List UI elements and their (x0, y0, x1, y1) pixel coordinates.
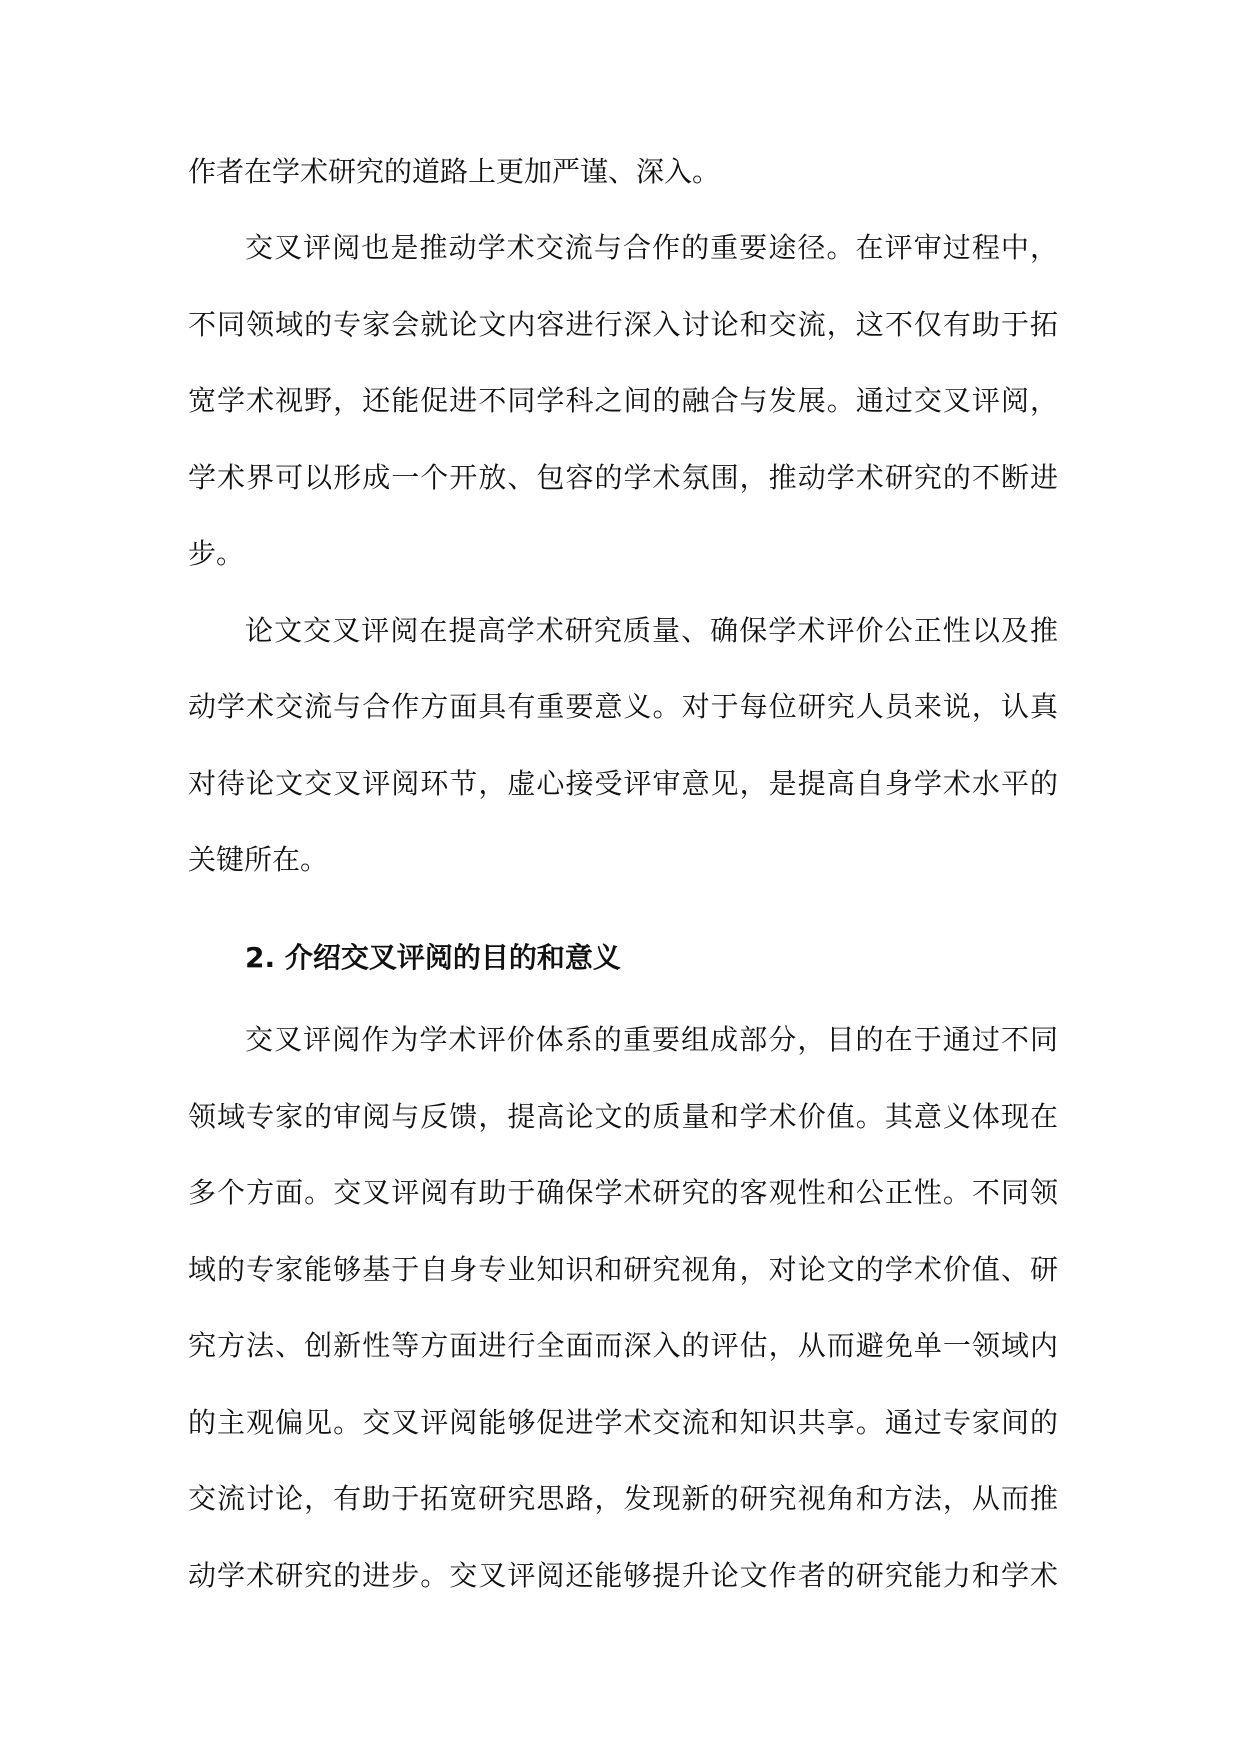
paragraph-line: 动学术研究的进步。交叉评阅还能够提升论文作者的研究能力和学术 (188, 1559, 1058, 1592)
paragraph-line: 对待论文交叉评阅环节，虚心接受评审意见，是提高自身学术水平的 (188, 767, 1058, 800)
paragraph-line: 作者在学术研究的道路上更加严谨、深入。 (188, 155, 721, 188)
paragraph-line: 不同领域的专家会就论文内容进行深入讨论和交流，这不仅有助于拓 (188, 308, 1058, 341)
paragraph-line: 多个方面。交叉评阅有助于确保学术研究的客观性和公正性。不同领 (188, 1176, 1058, 1209)
paragraph-line: 领域专家的审阅与反馈，提高论文的质量和学术价值。其意义体现在 (188, 1100, 1058, 1133)
paragraph-line: 交叉评阅作为学术评价体系的重要组成部分，目的在于通过不同 (245, 1023, 1058, 1056)
paragraph-line: 的主观偏见。交叉评阅能够促进学术交流和知识共享。通过专家间的 (188, 1406, 1058, 1439)
paragraph-line: 动学术交流与合作方面具有重要意义。对于每位研究人员来说，认真 (188, 690, 1058, 723)
paragraph-line: 究方法、创新性等方面进行全面而深入的评估，从而避免单一领域内 (188, 1329, 1058, 1362)
paragraph-line: 宽学术视野，还能促进不同学科之间的融合与发展。通过交叉评阅， (188, 384, 1058, 417)
paragraph-line: 交流讨论，有助于拓宽研究思路，发现新的研究视角和方法，从而推 (188, 1482, 1058, 1515)
section-heading: 2. 介绍交叉评阅的目的和意义 (245, 941, 621, 974)
paragraph-line: 交叉评阅也是推动学术交流与合作的重要途径。在评审过程中， (245, 231, 1058, 264)
paragraph-line: 步。 (188, 537, 245, 570)
paragraph-line: 关键所在。 (188, 843, 329, 876)
paragraph-line: 论文交叉评阅在提高学术研究质量、确保学术评价公正性以及推 (245, 614, 1058, 647)
paragraph-line: 域的专家能够基于自身专业知识和研究视角，对论文的学术价值、研 (188, 1253, 1058, 1286)
paragraph-line: 学术界可以形成一个开放、包容的学术氛围，推动学术研究的不断进 (188, 461, 1058, 494)
